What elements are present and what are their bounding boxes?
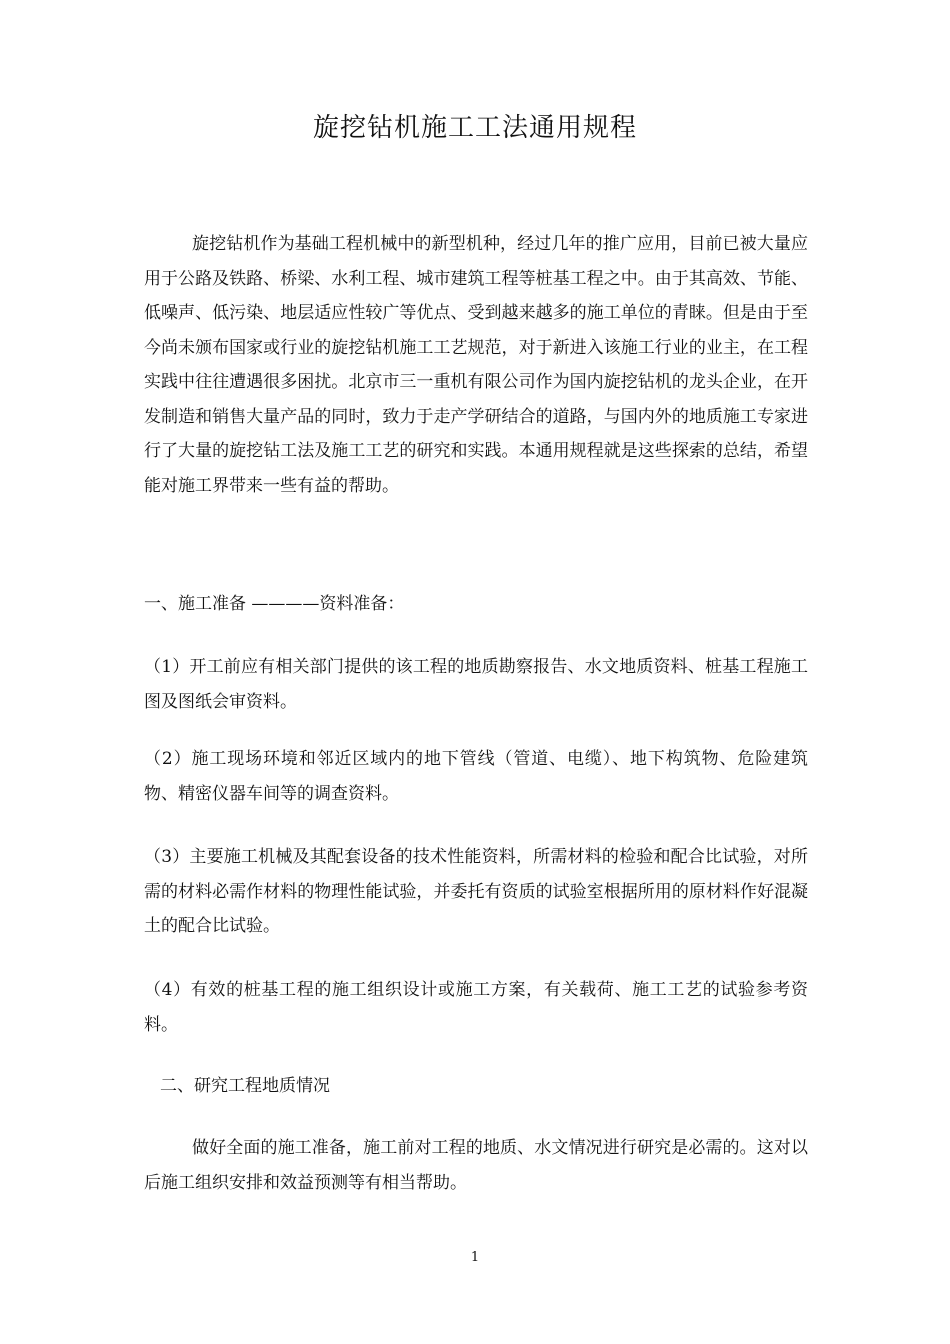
section-2-paragraph: 做好全面的施工准备，施工前对工程的地质、水文情况进行研究是必需的。这对以后施工组织安排和效益预测等有相当帮助。 [144,1138,808,1193]
list-item-2: （2）施工现场环境和邻近区域内的地下管线（管道、电缆）、地下构筑物、危险建筑物、精密仪器车间等的调查资料。 [144,749,808,804]
list-item-3: （3）主要施工机械及其配套设备的技术性能资料，所需材料的检验和配合比试验，对所需的材料必需作材料的物理性能试验，并委托有资质的试验室根据所用的原材料作好混凝土的配合比试验。 [144,847,808,936]
list-item-4: （4）有效的桩基工程的施工组织设计或施工方案，有关载荷、施工工艺的试验参考资料。 [144,980,808,1035]
list-item-1: （1）开工前应有相关部门提供的该工程的地质勘察报告、水文地质资料、桩基工程施工图及图纸会审资料。 [144,657,808,712]
document-title: 旋挖钻机施工工法通用规程 [312,113,637,143]
section-heading-preparation: 一、施工准备 ————资料准备： [144,594,405,614]
intro-paragraph: 旋挖钻机作为基础工程机械中的新型机种，经过几年的推广应用，目前已被大量应用于公路及铁路、桥梁、水利工程、城市建筑工程等桩基工程之中。由于其高效、节能、低噪声、低污染、地层适应性较广等优点、受到越来越多的施工单位的青睐。但是由于至今尚未颁布国家或行业的旋挖钻机施工工艺规范，对于新进入该施工行业的业主，在工程实践中往往遭遇很多困扰。北京市三一重机有限公司作为国内旋挖钻机的龙头企业，在开发制造和销售大量产品的同时，致力于走产学研结合的道路，与国内外的地质施工专家进行了大量的旋挖钻工法及施工工艺的研究和实践。本通用规程就是这些探索的总结，希望能对施工界带来一些有益的帮助。 [144,234,808,496]
page-number: 1 [470,1250,480,1265]
section-heading-geology: 二、研究工程地质情况 [160,1076,330,1096]
